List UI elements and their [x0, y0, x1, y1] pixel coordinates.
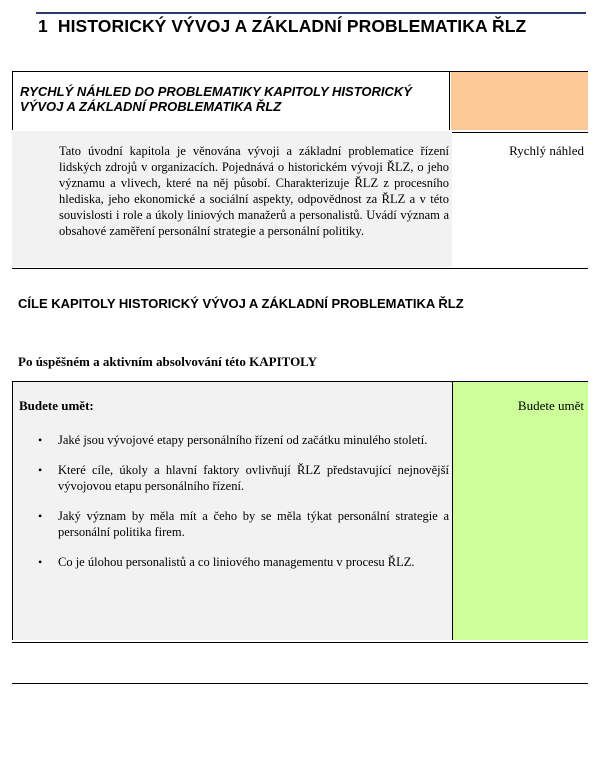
- preview-paragraph: Tato úvodní kapitola je věnována vývoji a základní problematice řízení lidských zdrojů v organizacích. Pojednává o historickém vývoji ŘLZ, o jeho významu a vlivech, které na něj působí. Charakterizuje ŘLZ z procesního hlediska, jeho ekonomické a sociální aspekty, odpovědnost za ŘLZ a v této souvislosti i role a úkoly liniových manažerů a personalistů. Uvádí význam a obsahové zaměření personální strategie a personální politiky.: [59, 144, 449, 238]
- preview-heading: RYCHLÝ NÁHLED DO PROBLEMATIKY KAPITOLY HISTORICKÝ VÝVOJ A ZÁKLADNÍ PROBLEMATIKA ŘLZ: [20, 84, 412, 114]
- chapter-title: [38, 16, 526, 37]
- preview-header-box: [12, 71, 588, 133]
- goal-item: [13, 554, 449, 570]
- preview-body-cell: [12, 131, 452, 267]
- goals-heading: Budete umět:: [19, 398, 94, 413]
- goal-text: Jaké jsou vývojové etapy personálního řízení od začátku minulého století.: [58, 433, 428, 447]
- preview-body-box: [12, 131, 588, 269]
- aims-intro: Po úspěšném a aktivním absolvování této KAPITOLY: [18, 354, 318, 369]
- preview-accent-cell: [451, 72, 588, 130]
- preview-header-cell: [12, 72, 450, 130]
- bullet-icon: •: [38, 555, 43, 569]
- goals-content-cell: [12, 382, 453, 640]
- goal-item: [13, 508, 449, 540]
- bullet-icon: •: [38, 509, 43, 523]
- bullet-icon: •: [38, 433, 43, 447]
- goals-margin-cell: [453, 382, 588, 640]
- goal-item: [13, 462, 449, 494]
- goal-text: Jaký význam by měla mít a čeho by se měla týkat personální strategie a personální politika firem.: [58, 509, 449, 539]
- goal-text: Které cíle, úkoly a hlavní faktory ovlivňují ŘLZ představující nejnovější vývojovou etapu personálního řízení.: [58, 463, 449, 493]
- preview-margin-cell: [452, 131, 588, 267]
- goal-item: [13, 432, 449, 448]
- preview-margin-label: Rychlý náhled: [509, 143, 584, 158]
- goals-box: [12, 381, 588, 643]
- goal-text: Co je úlohou personalistů a co liniového managementu v procesu ŘLZ.: [58, 555, 415, 569]
- chapter-number: 1: [38, 16, 48, 36]
- goals-margin-label: Budete umět: [517, 398, 584, 413]
- goals-list: [13, 432, 449, 584]
- chapter-title-text: HISTORICKÝ VÝVOJ A ZÁKLADNÍ PROBLEMATIKA ŘLZ: [57, 16, 527, 36]
- aims-title: CÍLE KAPITOLY HISTORICKÝ VÝVOJ A ZÁKLADNÍ PROBLEMATIKA ŘLZ: [18, 296, 464, 311]
- bullet-icon: •: [38, 463, 43, 477]
- bottom-rule: [12, 683, 588, 684]
- top-rule: [36, 12, 586, 14]
